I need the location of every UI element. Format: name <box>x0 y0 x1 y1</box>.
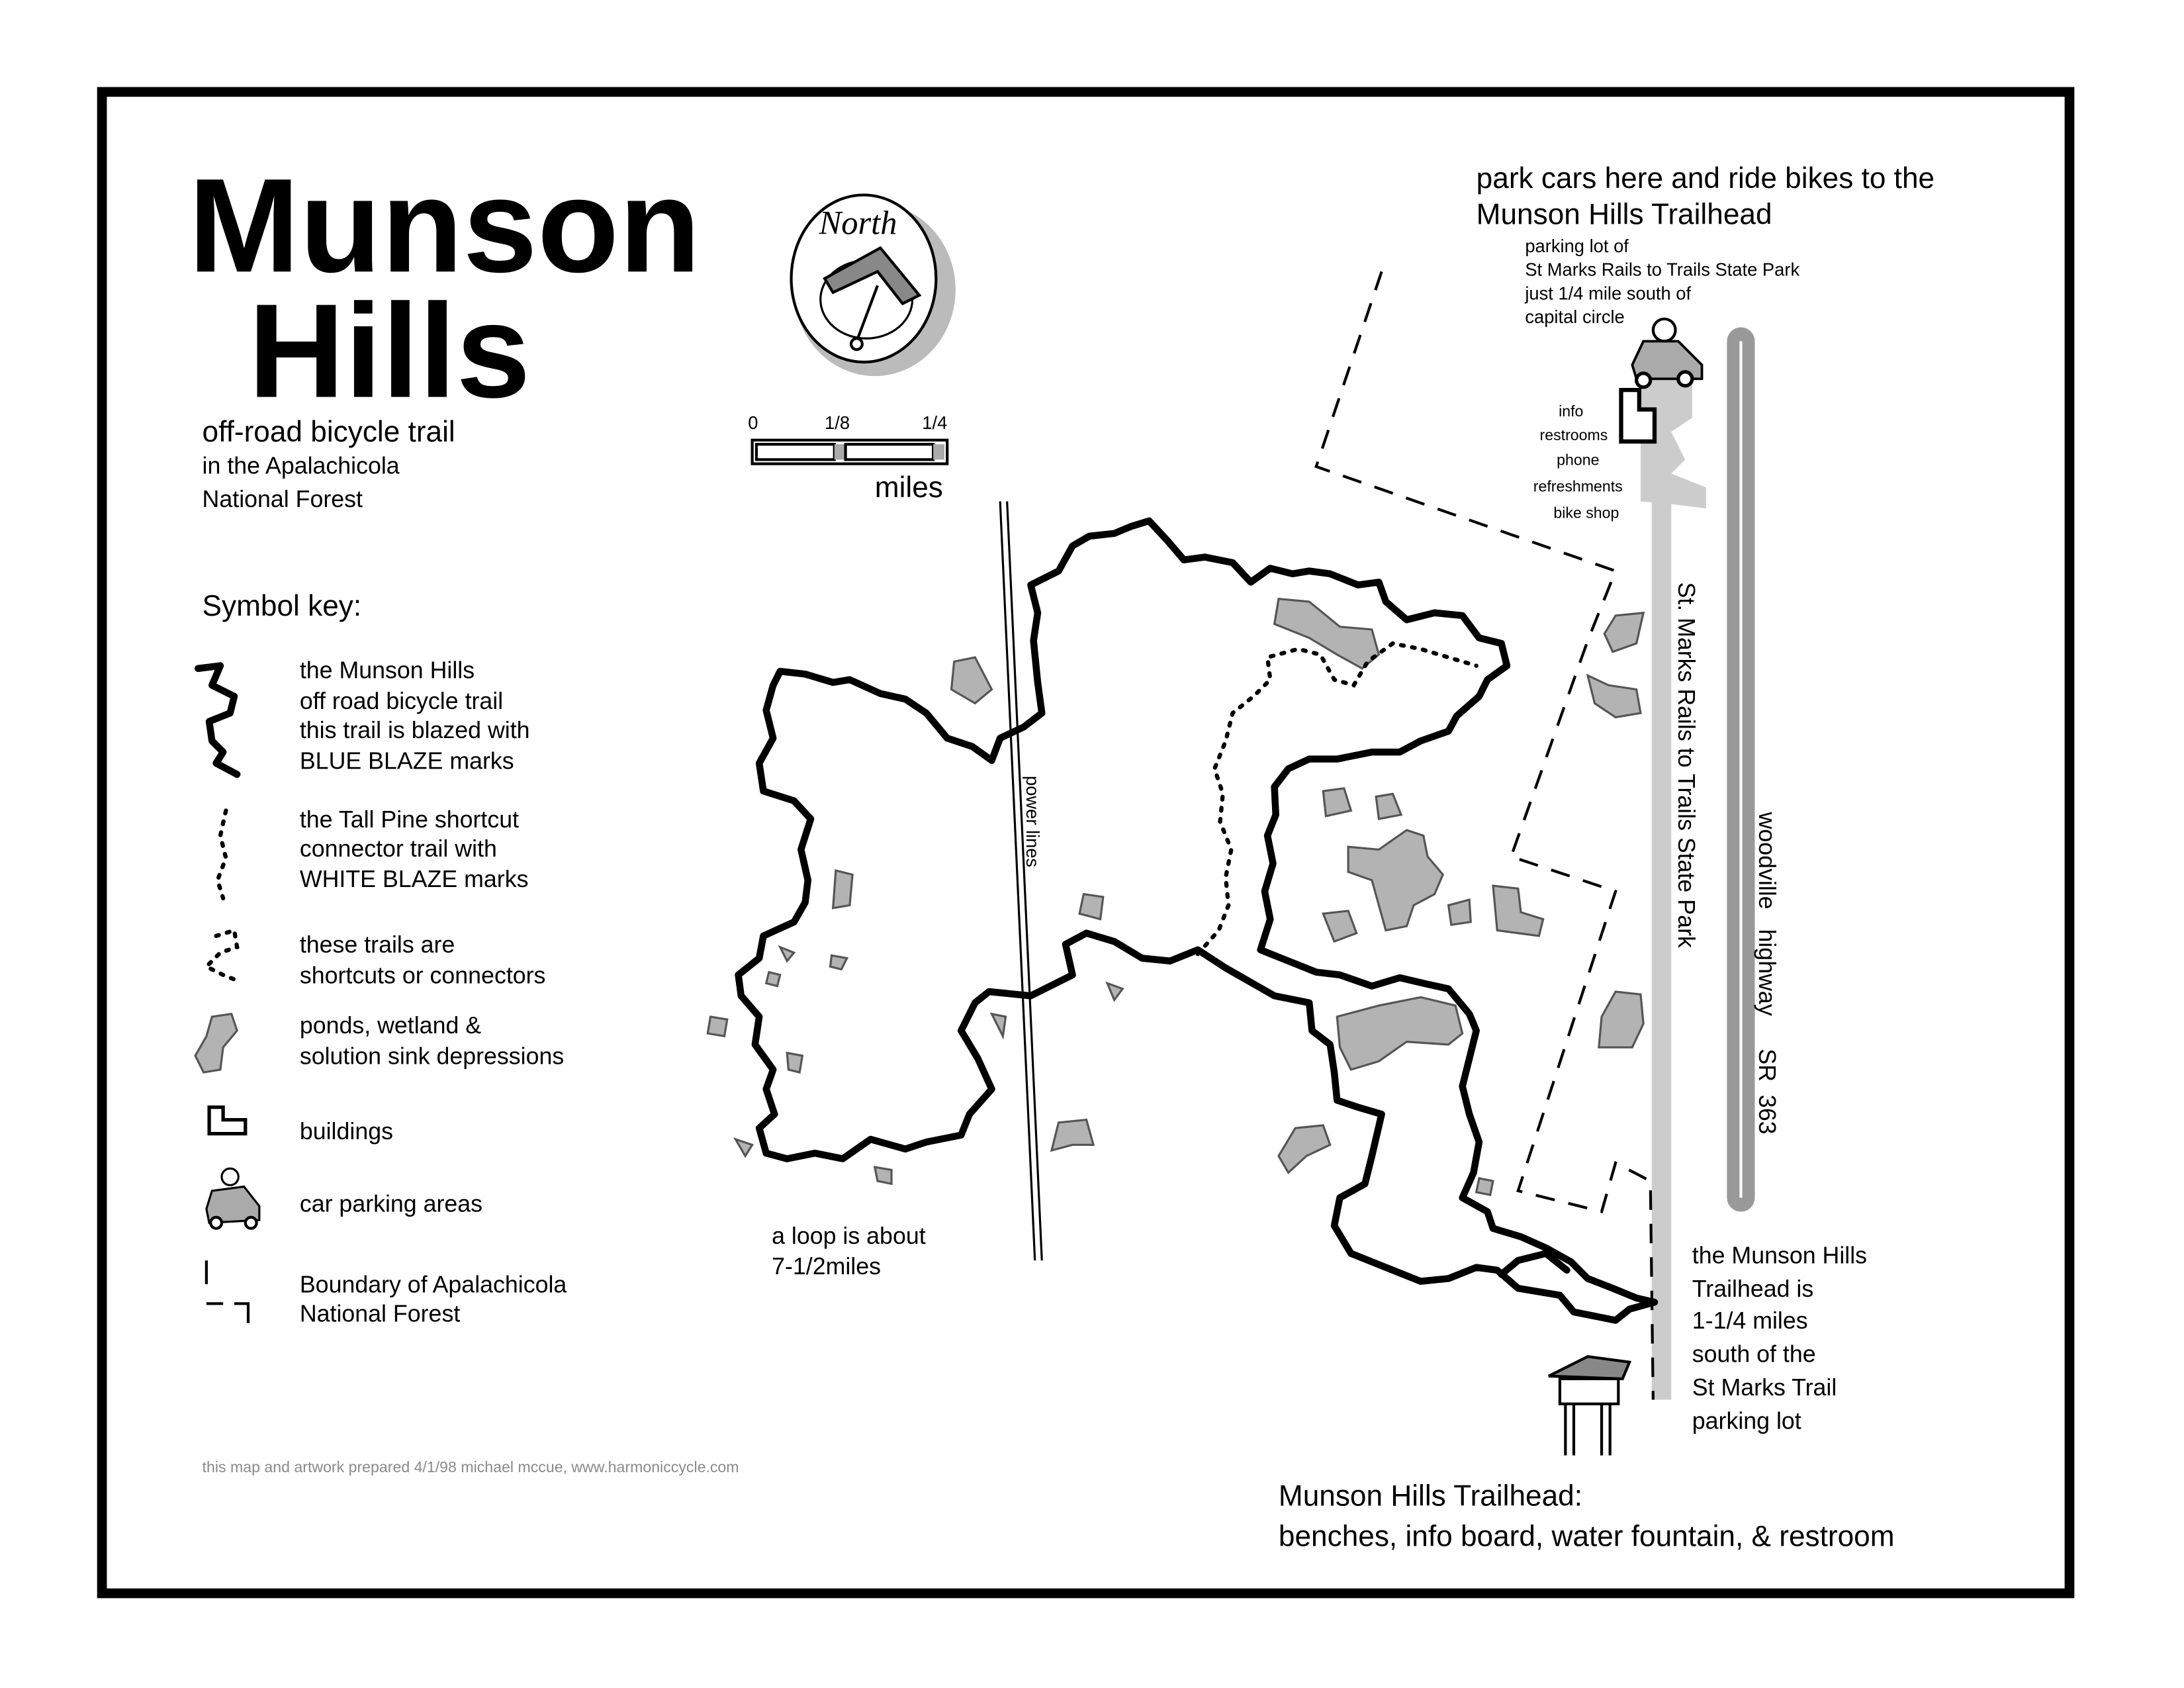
key-heading: Symbol key: <box>202 589 362 622</box>
rail-trail-label: St. Marks Rails to Trails State Park <box>1672 582 1700 948</box>
svg-text:the Munson Hills: the Munson Hills <box>1692 1242 1868 1269</box>
svg-text:National Forest: National Forest <box>299 1300 461 1327</box>
svg-text:ponds, wetland &: ponds, wetland & <box>299 1012 482 1039</box>
key-building-text: buildings <box>299 1118 393 1145</box>
parking-headline-2: Munson Hills Trailhead <box>1476 198 1772 231</box>
svg-text:the Tall Pine shortcut: the Tall Pine shortcut <box>299 806 520 833</box>
loop-length-line1: a loop is about <box>772 1222 926 1249</box>
svg-text:parking lot of: parking lot of <box>1525 235 1629 256</box>
scale-tick-1-4: 1/4 <box>922 412 948 434</box>
svg-text:Trailhead is: Trailhead is <box>1692 1275 1814 1302</box>
subtitle-line2: in the Apalachicola <box>202 452 400 479</box>
svg-text:south of the: south of the <box>1692 1340 1816 1368</box>
svg-text:info: info <box>1559 402 1584 420</box>
trailhead-footer-2: benches, info board, water fountain, & restroom <box>1278 1520 1895 1553</box>
svg-text:refreshments: refreshments <box>1533 477 1623 495</box>
svg-text:parking lot: parking lot <box>1692 1407 1801 1434</box>
highway-label: woodville highway SR 363 <box>1753 812 1780 1135</box>
parking-headline-1: park cars here and ride bikes to the <box>1476 162 1935 195</box>
key-parking-text: car parking areas <box>299 1190 483 1217</box>
svg-text:capital circle: capital circle <box>1525 306 1625 328</box>
svg-text:connector trail with: connector trail with <box>299 835 497 862</box>
svg-text:these trails are: these trails are <box>299 931 455 959</box>
svg-text:BLUE BLAZE marks: BLUE BLAZE marks <box>299 747 514 774</box>
svg-text:off road bicycle trail: off road bicycle trail <box>299 687 504 714</box>
scale-tick-1-8: 1/8 <box>825 412 850 434</box>
loop-length-line2: 7-1/2miles <box>772 1253 882 1280</box>
svg-text:restrooms: restrooms <box>1539 426 1608 444</box>
svg-text:solution sink depressions: solution sink depressions <box>299 1043 565 1070</box>
rail-trail <box>1652 397 1671 1400</box>
map-title-line1: Munson <box>188 150 701 301</box>
svg-text:just 1/4 mile south of: just 1/4 mile south of <box>1525 283 1692 304</box>
svg-text:bike shop: bike shop <box>1553 504 1619 522</box>
subtitle-line3: National Forest <box>202 485 363 512</box>
trailhead-footer-1: Munson Hills Trailhead: <box>1278 1479 1583 1513</box>
svg-text:this trail is blazed with: this trail is blazed with <box>299 717 530 744</box>
key-connector-text <box>300 806 529 892</box>
power-lines-label: power lines <box>1023 775 1044 868</box>
scale-tick-0: 0 <box>748 412 758 434</box>
compass-label: North <box>819 204 897 242</box>
svg-text:1-1/4 miles: 1-1/4 miles <box>1692 1307 1808 1335</box>
svg-text:St Marks Rails to Trails State: St Marks Rails to Trails State Park <box>1525 259 1800 280</box>
svg-text:St Marks Trail: St Marks Trail <box>1692 1374 1837 1401</box>
subtitle: off-road bicycle trail <box>202 415 455 448</box>
map-title-line2: Hills <box>248 275 531 426</box>
svg-text:shortcuts or connectors: shortcuts or connectors <box>299 962 546 989</box>
svg-text:Boundary of Apalachicola: Boundary of Apalachicola <box>299 1271 567 1298</box>
svg-text:phone: phone <box>1557 451 1600 469</box>
svg-text:the Munson Hills: the Munson Hills <box>299 657 475 684</box>
credit-text: this map and artwork prepared 4/1/98 michael mccue, www.harmoniccycle.com <box>202 1458 739 1476</box>
scale-unit: miles <box>874 471 943 504</box>
svg-text:WHITE BLAZE marks: WHITE BLAZE marks <box>299 866 529 893</box>
